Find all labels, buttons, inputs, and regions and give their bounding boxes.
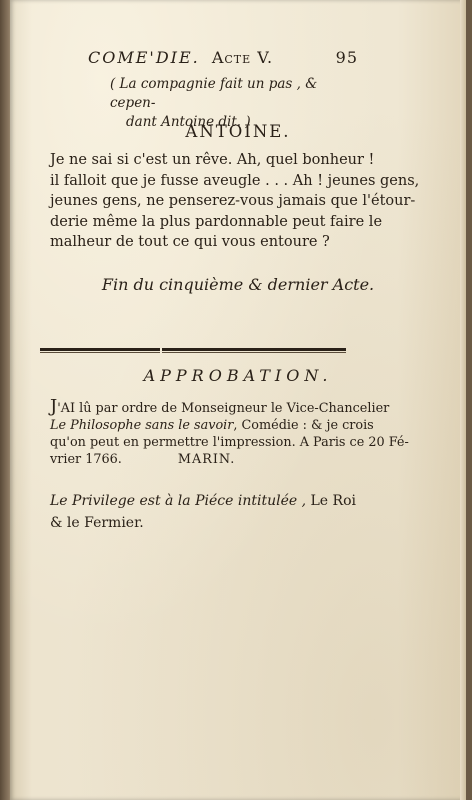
approbation-line-4: [50, 451, 420, 468]
header-title: COME'DIE.: [88, 48, 200, 67]
divider-rule-left: [40, 348, 160, 351]
drop-capital: J: [50, 396, 58, 417]
speech-line: derie même la plus pardonnable peut faire le: [50, 213, 383, 230]
header-act: Acte V.: [211, 48, 274, 67]
stage-direction-line-1: ( La compagnie fait un pas , & cepen-: [110, 76, 318, 111]
speech-line: malheur de tout ce qui vous entoure ?: [50, 234, 330, 250]
speech-line: jeunes gens, ne penserez-vous jamais que l'étour-: [50, 193, 416, 209]
approbation-date: vrier 1766.: [50, 452, 122, 467]
privilege-note: [50, 490, 420, 534]
speech-paragraph: [50, 150, 420, 253]
divider-rule-right: [162, 348, 346, 351]
speaker-name: ANTOINE.: [185, 122, 291, 141]
privilege-line-2: & le Fermier.: [50, 515, 144, 531]
approbation-line-1-text: 'AI lû par ordre de Monseigneur le Vice-Chancelier: [57, 401, 390, 416]
speech-line: Je ne sai si c'est un rêve. Ah, quel bonheur !: [50, 152, 375, 168]
approbation-line-3: qu'on peut en permettre l'impression. A Paris ce 20 Fé-: [50, 435, 409, 450]
page-edge: [460, 0, 466, 800]
approbation-line-1: [50, 398, 420, 417]
page-number: 95: [335, 48, 358, 67]
speech-line: il falloit que je fusse aveugle . . . Ah ! jeunes gens,: [50, 172, 420, 189]
privilege-line-1: [50, 490, 420, 512]
end-of-act: Fin du cinquième & dernier Acte.: [101, 275, 375, 294]
approbation-line-2: [50, 417, 420, 434]
book-page: [10, 0, 466, 800]
running-header: [88, 48, 358, 67]
stage-direction-line-2: dant Antoine dit. ): [126, 114, 251, 130]
play-title: Le Philosophe sans le savoir: [50, 418, 234, 433]
privilege-italic: Le Privilege est à la Piéce intitulée ,: [50, 493, 307, 509]
approbation-signature: MARIN.: [177, 452, 236, 467]
approbation-line-2-text: , Comédie : & je crois: [233, 418, 374, 433]
approbation-heading: APPROBATION.: [143, 366, 333, 385]
approbation-text: [50, 398, 420, 468]
privilege-roman: Le Roi: [306, 493, 356, 509]
